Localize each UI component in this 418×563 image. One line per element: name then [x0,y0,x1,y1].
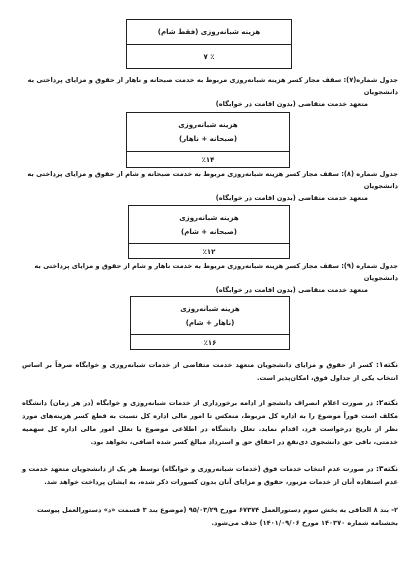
table-breakfast-dinner [128,205,290,259]
note-1 [22,358,398,385]
table-only-dinner [126,19,292,69]
caption-table-9 [22,260,398,296]
table-header-cell [131,297,289,335]
table-subheader: (صبحانه + شام) [181,227,237,236]
table-header: هزینه شبانه‌روزی [179,213,239,222]
footer-line: بخشنامه شماره ۱۴۰۳۷۰ مورخ ۱۴۰۱/۰۹/۰۶) حذف می‌شود. [211,519,398,527]
table-subheader: (ناهار + شام) [185,318,235,327]
table-value: ٪۱۴ [201,156,215,164]
footer-paragraph [22,504,398,530]
table-lunch-dinner [130,296,290,350]
note-text: کسر از حقوق و مزایای دانشجویان متعهد خدمت متقاضی از خدمات شبانه‌روزی و خوابگاه صرفاً بر اساس انتخاب یکی از جداول فوق، امکان‌پذیر است. [22,361,398,382]
table-value: ٪۱۲ [202,247,216,256]
caption-table-7 [22,74,398,110]
table-header: هزینه شبانه‌روزی (فقط شام) [127,20,291,45]
caption-line: جدول شماره (۹): سقف مجاز کسر هزینه شبانه‌روزی مربوط به خدمت ناهار و شام از حقوق و مزایای پرداختی به دانشجویان [34,262,398,282]
caption-line: متعهد خدمت متقاضی (بدون اقامت در خوابگاه) [215,100,368,108]
note-2 [22,396,398,449]
footer-line: ۲- بند ۸ الحاقی به بخش سوم دستورالعمل ۶۷۳۷۴ مورخ ۹۵/۰۳/۲۹ (موضوع بند ۳ قسمت «د» دستورالعمل پیوست [37,506,398,514]
caption-table-8 [22,168,398,204]
caption-line: جدول شماره(۷): سقف مجاز کسر هزینه شبانه‌روزی مربوط به خدمت صبحانه و ناهار از حقوق و مزایای پرداختی به دانشجویان [27,76,398,96]
note-text: در صورت عدم انتخاب خدمات فوق (خدمات شبانه‌روزی و خوابگاه) توسط هر یک از دانشجویان متعهد خدمت و عدم استفاده آنان از خدمات مزبور، حقوق و مزایای آنان بدون کسورات ذکر شده، به ایشان پرداخت خواهد شد. [22,465,398,486]
table-header: هزینه شبانه‌روزی [178,121,238,129]
note-lead: نکته۲: [375,398,398,407]
table-header: هزینه شبانه‌روزی [180,304,240,313]
caption-line: متعهد خدمت متقاضی (بدون اقامت در خوابگاه) [215,286,368,294]
table-subheader: (صبحانه + ناهار) [178,135,238,143]
caption-line: جدول شماره (۸): سقف مجاز کسر هزینه شبانه‌روزی مربوط به خدمت صبحانه و شام از حقوق و مزایای پرداختی به دانشجویان [27,170,398,190]
caption-line: متعهد خدمت متقاضی (بدون اقامت در خوابگاه) [215,194,368,202]
table-header-cell [129,206,289,244]
note-text: در صورت اعلام انصراف دانشجو از ادامه برخورداری از خدمات شبانه‌روزی و خوابگاه (در هر زمان) دانشگاه مکلف است فوراً موضوع را به اداره کل مربوط، منعکس تا امور مالی اداره کل نسبت به قطع کسر هزینه‌های مورد نظر از تاریخ درخواست فرد، اقدام نماید. تعلل دانشگاه در اطلاعی موضوع یا تعلل امور مالی اداره کل سهمیه خدمتی، نافی حق دانشجوی ذی‌نفع در احقاق حق و استرداد مبالغ کسر شده اضافی، نخواهد بود. [22,399,398,446]
note-lead: نکته۱: [375,360,399,369]
note-3 [22,462,398,489]
table-value: ۷ ٪ [203,53,215,61]
table-header-cell [127,113,289,152]
note-lead: نکته۳: [375,464,398,473]
table-value: ٪۱۶ [203,338,217,347]
table-breakfast-lunch [126,112,290,168]
